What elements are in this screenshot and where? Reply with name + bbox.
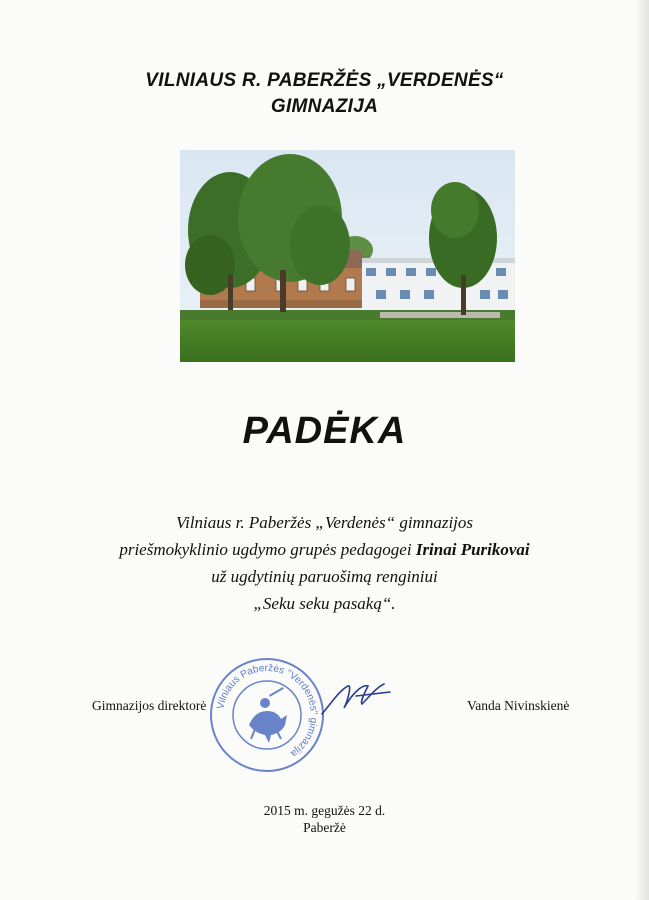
body-line-2	[0, 540, 649, 560]
body-line-3: už ugdytinių paruošimą renginiui	[211, 567, 438, 586]
school-building-photo	[180, 150, 515, 362]
school-name-line-1: VILNIAUS R. PABERŽĖS „VERDENĖS“	[145, 70, 504, 91]
director-name: Vanda Nivinskienė	[467, 698, 570, 713]
body-line-4: „Seku seku pasaką“.	[253, 594, 396, 613]
certificate-title: PADĖKA	[242, 410, 407, 452]
recipient-name: Irinai Purikovai	[415, 540, 530, 559]
director-label: Gimnazijos direktorė	[92, 698, 207, 713]
svg-text:Vilniaus Paberžės "Verdenės" g: Vilniaus Paberžės "Verdenės" gimnazija	[215, 662, 320, 760]
director-signature	[318, 672, 393, 722]
body-line-1: Vilniaus r. Paberžės „Verdenės“ gimnazijos	[175, 513, 474, 532]
body-line-2-text: priešmokyklinio ugdymo grupės pedagogei	[119, 540, 416, 559]
school-stamp	[207, 655, 327, 775]
school-name-line-2: GIMNAZIJA	[270, 96, 379, 117]
issue-date: 2015 m. gegužės 22 d.	[263, 803, 386, 818]
scan-edge-shadow	[635, 0, 649, 900]
issue-place: Paberžė	[303, 820, 346, 835]
